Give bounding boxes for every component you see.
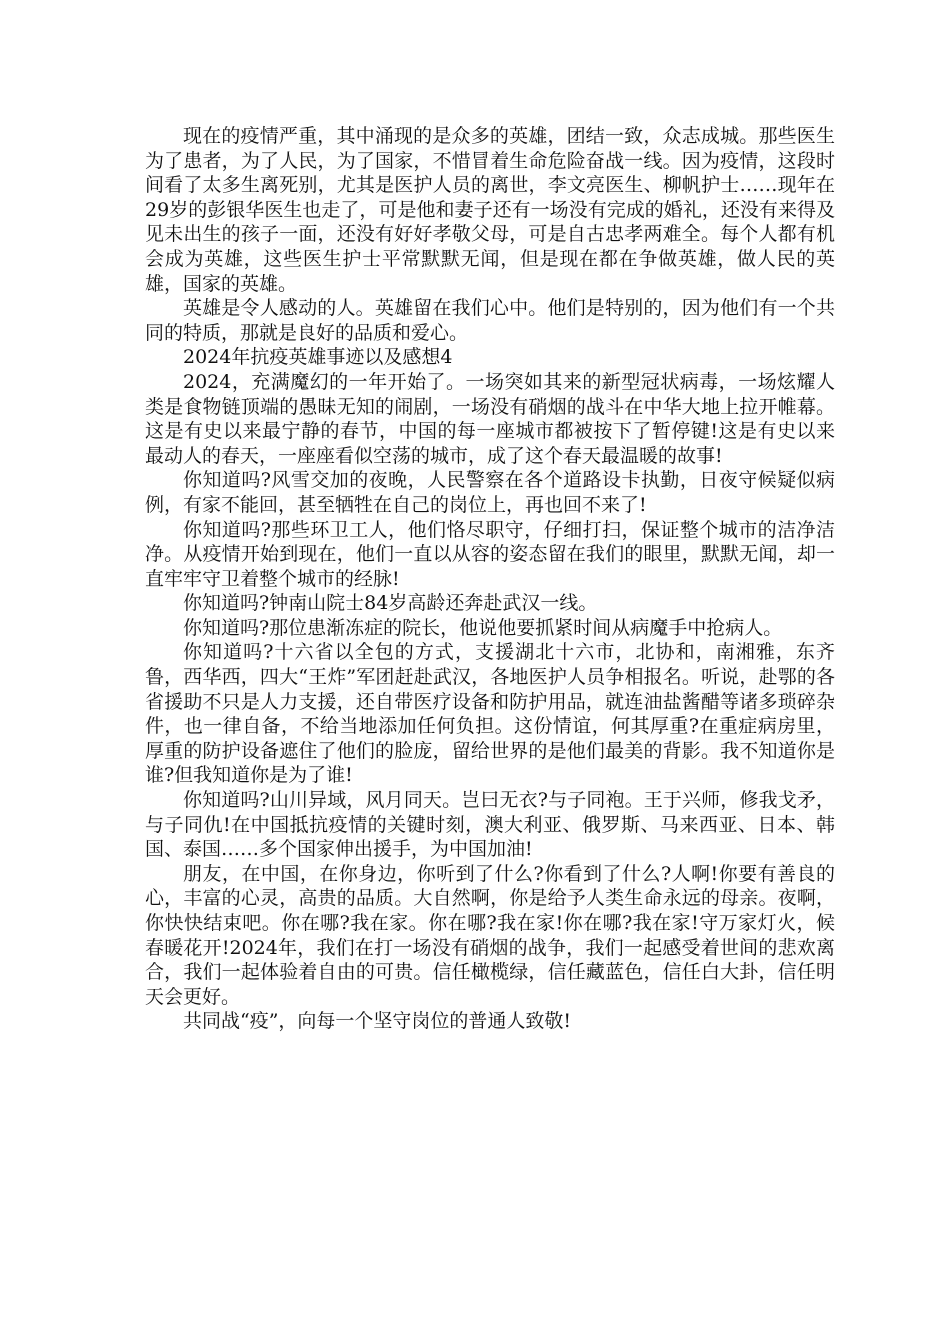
paragraph: 共同战“疫”，向每一个坚守岗位的普通人致敬! [183, 1010, 572, 1033]
paragraph: 你知道吗?钟南山院士84岁高龄还奔赴武汉一线。 [183, 592, 598, 615]
paragraph: 英雄是令人感动的人。英雄留在我们心中。他们是特别的，因为他们有一个共同的特质，那就是良好的品质和爱心。 [145, 297, 835, 344]
section-title: 2024年抗疫英雄事迹以及感想4 [183, 346, 453, 369]
document-body [145, 124, 835, 1034]
paragraph: 你知道吗?那些环卫工人，他们恪尽职守，仔细打扫，保证整个城市的洁净洁净。从疫情开始到现在，他们一直以从容的姿态留在我们的眼里，默默无闻，却一直牢牢守卫着整个城市的经脉! [145, 518, 835, 590]
paragraph: 你知道吗?那位患渐冻症的院长，他说他要抓紧时间从病魔手中抢病人。 [183, 616, 783, 639]
paragraph: 你知道吗?风雪交加的夜晚，人民警察在各个道路设卡执勤，日夜守候疑似病例，有家不能回，甚至牺牲在自己的岗位上，再也回不来了! [145, 469, 835, 516]
paragraph: 你知道吗?十六省以全包的方式，支援湖北十六市，北协和，南湘雅，东齐鲁，西华西，四大“王炸”军团赶赴武汉，各地医护人员争相报名。听说，赴鄂的各省援助不只是人力支援，还自带医疗设备和防护用品，就连油盐酱醋等诸多琐碎杂件，也一律自备，不给当地添加任何负担。这份情谊，何其厚重?在重症病房里，厚重的防护设备遮住了他们的脸庞，留给世界的是他们最美的背影。我不知道你是谁?但我知道你是为了谁! [145, 641, 835, 787]
paragraph: 2024，充满魔幻的一年开始了。一场突如其来的新型冠状病毒，一场炫耀人类是食物链顶端的愚昧无知的闹剧，一场没有硝烟的战斗在中华大地上拉开帷幕。这是有史以来最宁静的春节，中国的每一座城市都被按下了暂停键!这是有史以来最动人的春天，一座座看似空荡的城市，成了这个春天最温暖的故事! [145, 370, 835, 467]
paragraph: 朋友，在中国，在你身边，你听到了什么?你看到了什么?人啊!你要有善良的心，丰富的心灵，高贵的品质。大自然啊，你是给予人类生命永远的母亲。夜啊，你快快结束吧。你在哪?我在家。你在哪?我在家!你在哪?我在家!守万家灯火，候春暖花开!2024年，我们在打一场没有硝烟的战争，我们一起感受着世间的悲欢离合，我们一起体验着自由的可贵。信任橄榄绿，信任藏蓝色，信任白大卦，信任明天会更好。 [145, 862, 835, 1008]
paragraph: 你知道吗?山川异域，风月同天。岂曰无衣?与子同袍。王于兴师，修我戈矛，与子同仇!在中国抵抗疫情的关键时刻，澳大利亚、俄罗斯、马来西亚、日本、韩国、泰国……多个国家伸出援手，为中国加油! [145, 789, 835, 861]
paragraph: 现在的疫情严重，其中涌现的是众多的英雄，团结一致，众志成城。那些医生为了患者，为了人民，为了国家，不惜冒着生命危险奋战一线。因为疫情，这段时间看了太多生离死别，尤其是医护人员的离世，李文亮医生、柳帆护士……现年在29岁的彭银华医生也走了，可是他和妻子还有一场没有完成的婚礼，还没有来得及见未出生的孩子一面，还没有好好孝敬父母，可是自古忠孝两难全。每个人都有机会成为英雄，这些医生护士平常默默无闻，但是现在都在争做英雄，做人民的英雄，国家的英雄。 [145, 125, 835, 295]
